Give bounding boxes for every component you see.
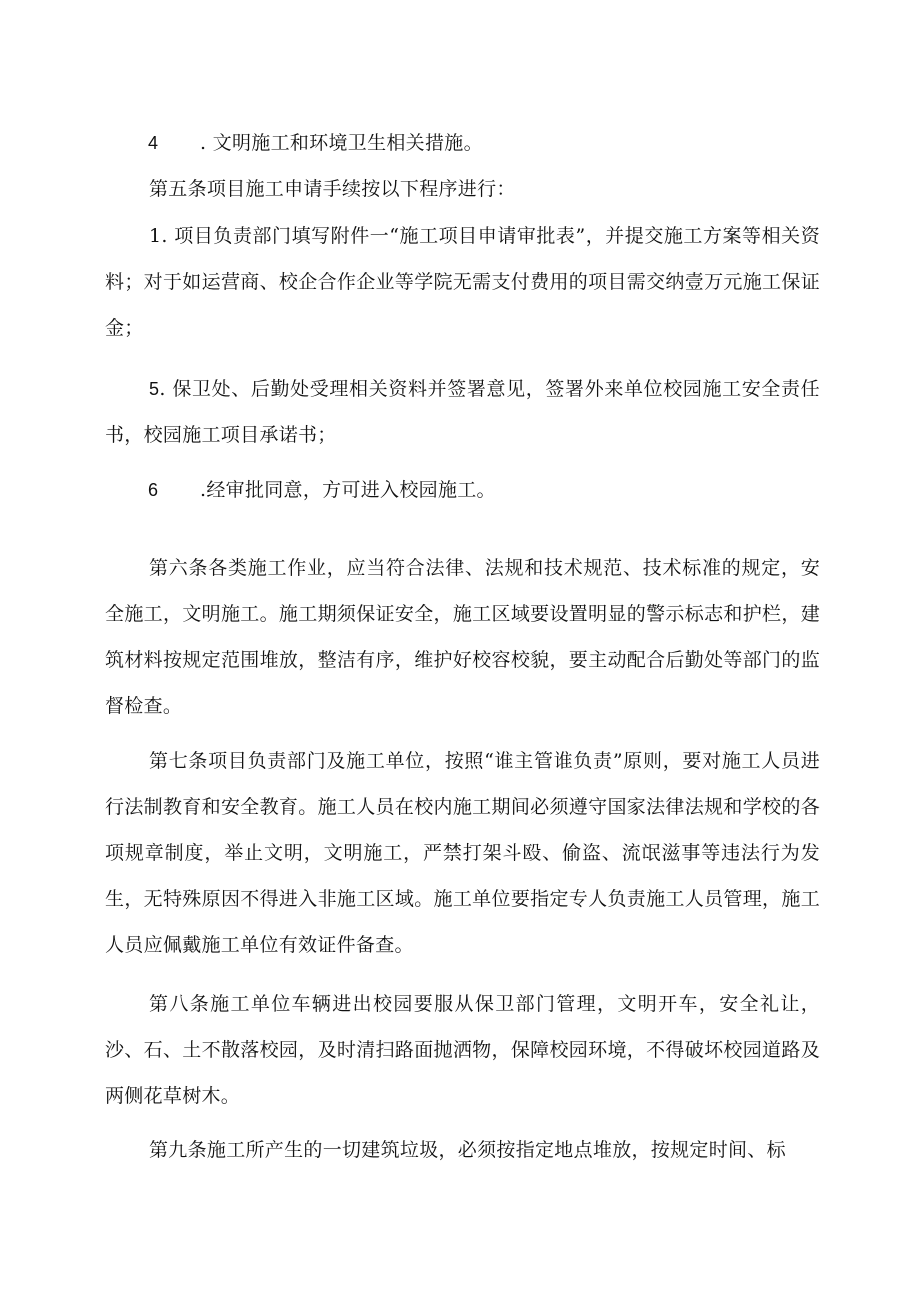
item-6-text: .经审批同意，方可进入校园施工。 bbox=[200, 479, 496, 501]
item-1-paragraph: 1. 项目负责部门填写附件一“施工项目申请审批表”，并提交施工方案等相关资料；对于如运营商、校企合作企业等学院无需支付费用的项目需交纳壹万元施工保证金； bbox=[105, 225, 820, 339]
item-6-number: 6 bbox=[148, 480, 159, 500]
item-5-paragraph bbox=[105, 366, 820, 458]
item-4-number: 4 bbox=[148, 133, 159, 153]
article-9-paragraph: 第九条施工所产生的一切建筑垃圾，必须按指定地点堆放，按规定时间、标 bbox=[149, 1139, 786, 1161]
article-5-heading: 第五条项目施工申请手续按以下程序进行： bbox=[149, 178, 516, 200]
item-4-text: . 文明施工和环境卫生相关措施。 bbox=[200, 132, 483, 154]
article-6-paragraph: 第六条各类施工作业，应当符合法律、法规和技术规范、技术标准的规定，安全施工，文明施工。施工期须保证安全，施工区域要设置明显的警示标志和护栏，建筑材料按规定范围堆放，整洁有序，维护好校容校貌，要主动配合后勤处等部门的监督检查。 bbox=[105, 557, 820, 717]
article-8-paragraph: 第八条施工单位车辆进出校园要服从保卫部门管理，文明开车，安全礼让，沙、石、土不散落校园，及时清扫路面抛洒物，保障校园环境，不得破坏校园道路及两侧花草树木。 bbox=[105, 993, 820, 1107]
article-7-paragraph: 第七条项目负责部门及施工单位，按照“谁主管谁负责”原则，要对施工人员进行法制教育和安全教育。施工人员在校内施工期间必须遵守国家法律法规和学校的各项规章制度，举止文明，文明施工，严禁打架斗殴、偷盗、流氓滋事等违法行为发生，无特殊原因不得进入非施工区域。施工单位要指定专人负责施工人员管理，施工人员应佩戴施工单位有效证件备查。 bbox=[105, 750, 820, 956]
item-5-number: 5 bbox=[149, 379, 160, 399]
item-5-text: . 保卫处、后勤处受理相关资料并签署意见，签署外来单位校园施工安全责任书，校园施工项目承诺书； bbox=[105, 378, 820, 446]
